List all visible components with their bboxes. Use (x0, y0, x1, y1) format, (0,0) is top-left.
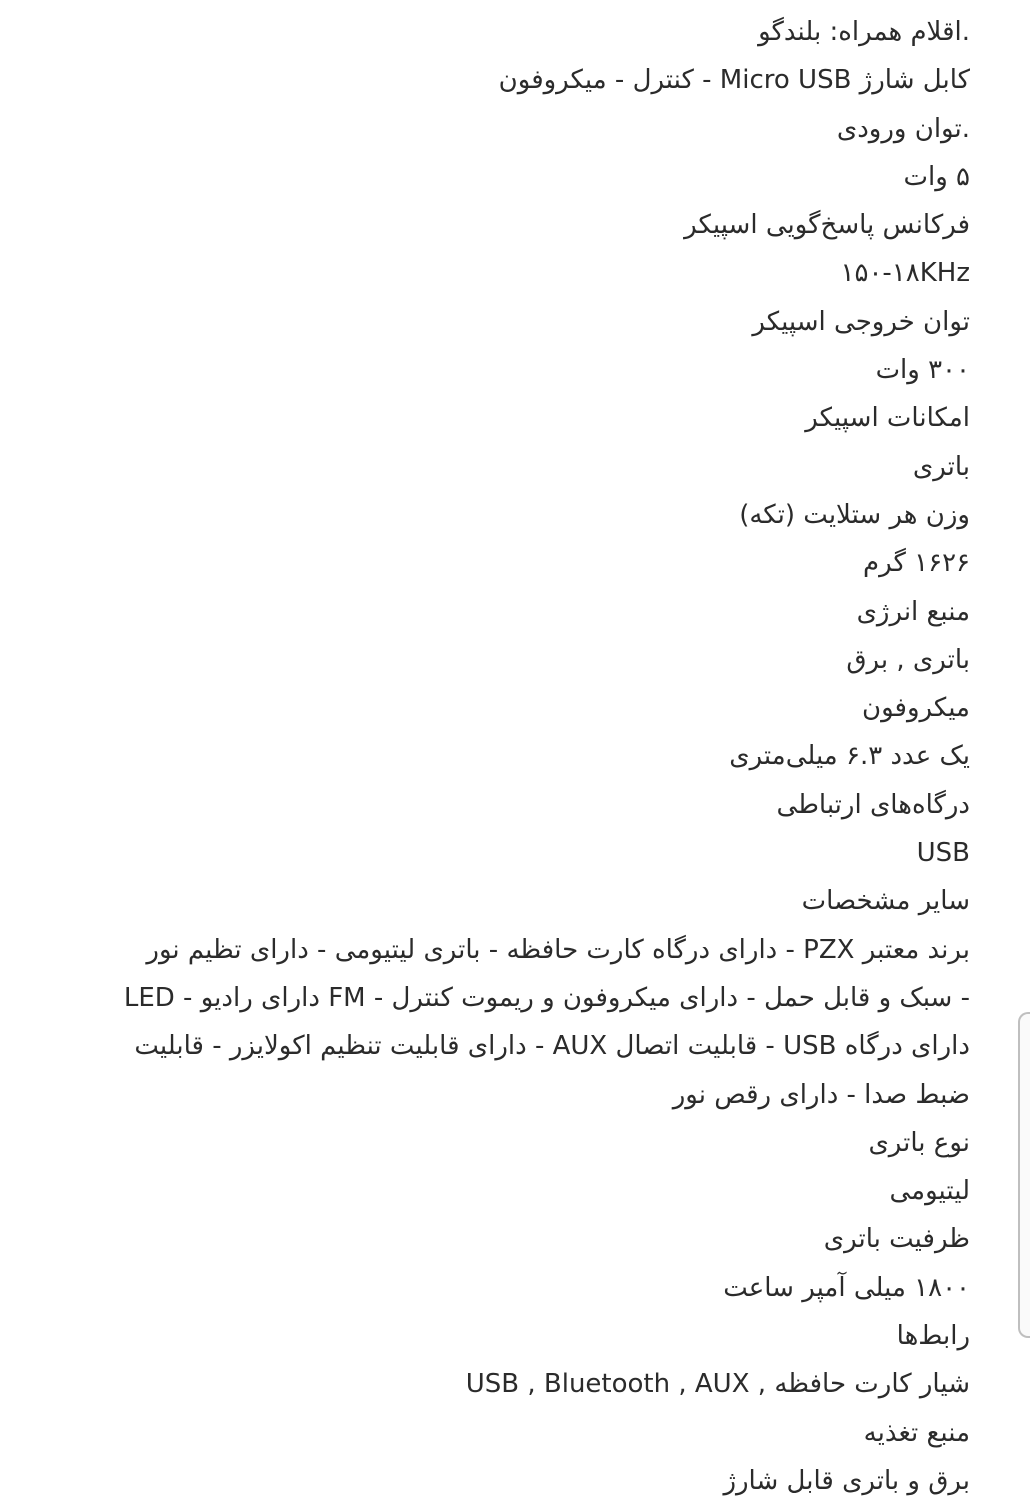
spec-line: کابل شارژ Micro USB - کنترل - میکروفون (498, 65, 970, 96)
spec-line: ۳۰۰ وات (875, 355, 970, 386)
spec-line: لیتیومی (889, 1176, 970, 1207)
spec-line: درگاه‌های ارتباطی (776, 789, 970, 820)
spec-line: امکانات اسپیکر (805, 403, 970, 434)
spec-line: ۵ وات (903, 161, 970, 192)
spec-line: یک عدد ۶.۳ میلی‌متری (729, 741, 970, 772)
spec-line: فرکانس پاسخ‌گویی اسپیکر (684, 210, 970, 241)
spec-line: نوع باتری (868, 1127, 970, 1158)
spec-line: برند معتبر PZX - دارای درگاه کارت حافظه - باتری لیتیومی - دارای تظیم نور (146, 934, 970, 965)
spec-line: ضبط صدا - دارای رقص نور (672, 1079, 970, 1110)
spec-line: باتری (912, 451, 970, 482)
spec-line: .اقلام همراه: بلندگو (758, 17, 970, 47)
spec-text-block (70, 8, 970, 1505)
spec-line: سایر مشخصات (801, 886, 970, 917)
spec-line: ۱۸۰۰ میلی آمپر ساعت (723, 1272, 970, 1303)
spec-line: میکروفون (862, 693, 970, 724)
spec-line: وزن هر ستلایت (تکه) (739, 499, 970, 530)
spec-line: برق و باتری قابل شارژ (723, 1465, 970, 1496)
spec-line: باتری , برق (846, 644, 970, 675)
spec-line: رابط‌ها (896, 1321, 970, 1352)
spec-line: ظرفیت باتری (823, 1224, 970, 1255)
spec-line: ۱۶۲۶ گرم (863, 548, 970, 579)
spec-line: منبع انرژی (856, 596, 970, 627)
spec-line: ۱۵۰-۱۸KHz (840, 258, 970, 289)
spec-line: دارای درگاه USB - قابلیت اتصال AUX - دارای قابلیت تنظیم اکولایزر - قابلیت (134, 1031, 970, 1062)
spec-line: .توان ورودی (836, 113, 970, 144)
spec-line: شیار کارت حافظه , USB , Bluetooth , AUX (465, 1369, 970, 1400)
side-scroll-handle[interactable] (1018, 1012, 1030, 1338)
spec-line: USB (916, 838, 970, 869)
spec-line: توان خروجی اسپیکر (752, 306, 970, 337)
spec-line: LED - دارای رادیو FM - سبک و قابل حمل - دارای میکروفون و ریموت کنترل - (123, 982, 970, 1013)
spec-line: منبع تغذیه (863, 1417, 970, 1448)
